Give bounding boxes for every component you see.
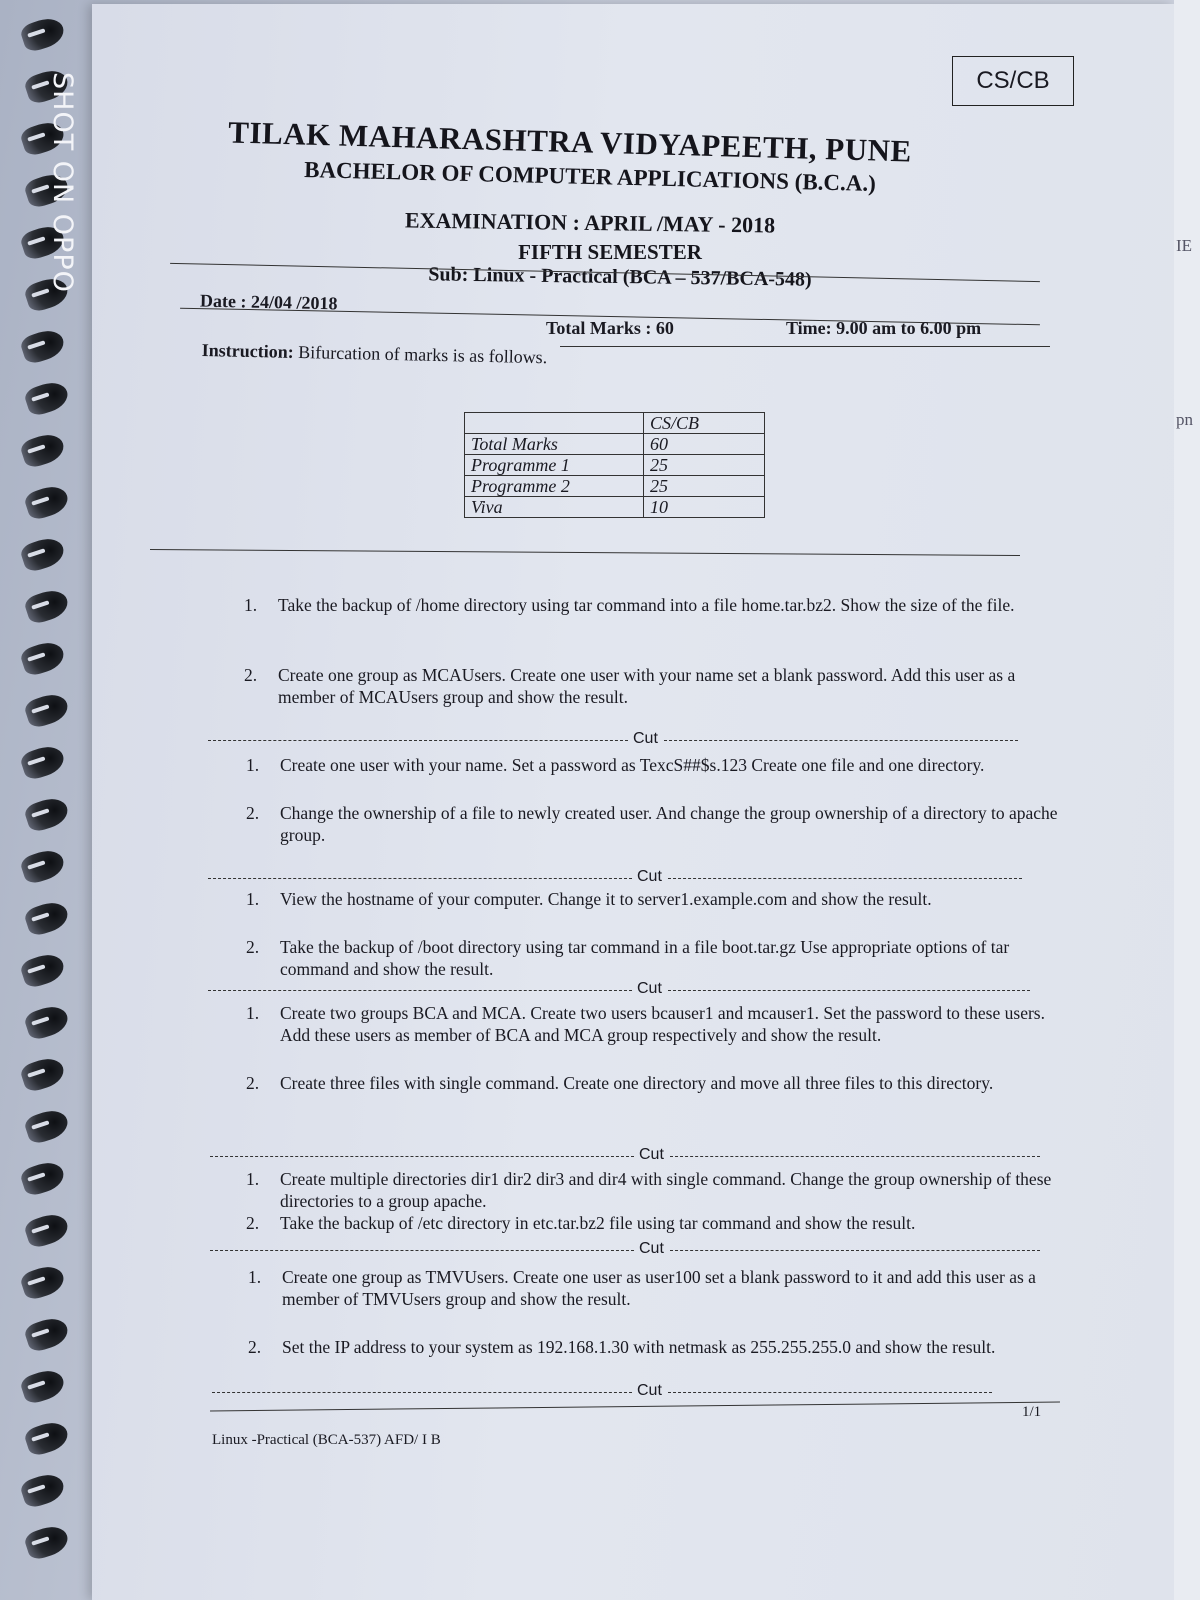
binding-coil (23, 1522, 72, 1562)
table-cell: 25 (644, 455, 765, 476)
table-cell: 10 (644, 497, 765, 518)
question-item (244, 664, 1058, 708)
table-row (465, 476, 765, 497)
question-item (246, 1168, 1060, 1212)
table-cell: Programme 2 (465, 476, 644, 497)
binding-coil (19, 1262, 68, 1302)
question-text: View the hostname of your computer. Change it to server1.example.com and show the result. (280, 889, 932, 909)
exam-date: Date : 24/04 /2018 (199, 290, 338, 314)
cut-line (210, 1146, 1040, 1166)
question-text: Create three files with single command. Create one directory and move all three files to this directory. (280, 1073, 994, 1093)
question-text: Change the ownership of a file to newly created user. And change the group ownership of a directory to apache group. (280, 803, 1058, 845)
cut-line (208, 730, 1018, 750)
binding-coil (19, 846, 68, 886)
question-item (248, 1266, 1062, 1310)
binding-coil (19, 1470, 68, 1510)
question-text: Create one group as TMVUsers. Create one user as user100 set a blank password to it and add this user as a member of TMVUsers group and show the result. (282, 1267, 1036, 1309)
binding-coil (23, 1418, 72, 1458)
binding-coil (23, 794, 72, 834)
binding-coil (19, 1054, 68, 1094)
question-text: Create one group as MCAUsers. Create one user with your name set a blank password. Add this user as a member of MCAUsers group and show the result. (278, 665, 1016, 707)
table-cell: CS/CB (644, 413, 765, 434)
table-cell: Viva (465, 497, 644, 518)
table-cell: Programme 1 (465, 455, 644, 476)
table-cell (465, 413, 644, 434)
binding-coil (23, 1106, 72, 1146)
cut-label: Cut (637, 1382, 662, 1399)
question-number: 1. (246, 755, 260, 775)
binding-coil (19, 430, 68, 470)
question-item (244, 594, 1058, 616)
table-header-row (465, 413, 765, 434)
binding-coil (19, 1158, 68, 1198)
total-marks: Total Marks : 60 (546, 318, 674, 338)
table-row (465, 434, 765, 455)
marks-table (464, 412, 765, 518)
cut-line (212, 1382, 992, 1402)
table-cell: 60 (644, 434, 765, 455)
binding-coil (19, 534, 68, 574)
question-text: Set the IP address to your system as 192.168.1.30 with netmask as 255.255.255.0 and show the result. (282, 1337, 996, 1357)
semester-title: FIFTH SEMESTER (518, 240, 702, 264)
table-cell: 25 (644, 476, 765, 497)
instruction-text: Bifurcation of marks is as follows. (293, 341, 548, 368)
binding-coil (23, 1002, 72, 1042)
binding-coil (19, 1366, 68, 1406)
question-number: 1. (246, 889, 260, 909)
binding-coil (23, 898, 72, 938)
question-number: 2. (246, 937, 260, 957)
question-item (246, 802, 1060, 846)
question-text: Create one user with your name. Set a password as TexcS##$s.123 Create one file and one directory. (280, 755, 985, 775)
question-item (246, 888, 1060, 910)
question-text: Take the backup of /home directory using tar command into a file home.tar.bz2. Show the size of the file. (278, 595, 1015, 615)
question-number: 1. (246, 1003, 260, 1023)
binding-coil (23, 1314, 72, 1354)
question-number: 2. (246, 1213, 260, 1233)
cut-label: Cut (637, 980, 662, 997)
binding-coil (23, 586, 72, 626)
cut-line (210, 1240, 1040, 1260)
cut-line (208, 868, 1022, 888)
edge-page-text-top: IE (1176, 236, 1193, 255)
cut-line (208, 980, 1030, 1000)
question-number: 1. (244, 595, 258, 615)
binding-coil (23, 378, 72, 418)
table-row (465, 455, 765, 476)
question-item (246, 1212, 1060, 1234)
question-number: 2. (244, 665, 258, 685)
question-item (246, 936, 1060, 980)
question-text: Take the backup of /boot directory using tar command in a file boot.tar.gz Use appropriate options of tar command and show the result. (280, 937, 1010, 979)
binding-coil (19, 950, 68, 990)
university-title: TILAK MAHARASHTRA VIDYAPEETH, PUNE (227, 114, 913, 169)
question-item (246, 1072, 1060, 1094)
instruction-label: Instruction: (201, 340, 294, 362)
question-text: Create multiple directories dir1 dir2 dir3 and dir4 with single command. Change the group ownership of these directories to a group apache. (280, 1169, 1052, 1211)
binding-coil (23, 1210, 72, 1250)
question-number: 1. (246, 1169, 260, 1189)
question-text: Take the backup of /etc directory in etc.tar.bz2 file using tar command and show the result. (280, 1213, 916, 1233)
header-rule-bottom (560, 346, 1050, 347)
cut-label: Cut (633, 730, 658, 747)
footer-course-code: Linux -Practical (BCA-537) AFD/ I B (212, 1432, 441, 1448)
question-text: Create two groups BCA and MCA. Create two users bcauser1 and mcauser1. Set the password to these users. Add these users as member of BCA and MCA group respectively and show the result. (280, 1003, 1045, 1045)
question-number: 1. (248, 1267, 262, 1287)
examination-title: EXAMINATION : APRIL /MAY - 2018 (404, 207, 776, 238)
question-item (246, 1002, 1060, 1046)
table-cell: Total Marks (465, 434, 644, 455)
watermark-text: SHOT ON OPPO (47, 72, 78, 293)
cut-label: Cut (639, 1240, 664, 1257)
programme-title: BACHELOR OF COMPUTER APPLICATIONS (B.C.A.) (303, 157, 877, 196)
question-number: 2. (248, 1337, 262, 1357)
question-number: 2. (246, 803, 260, 823)
exam-time: Time: 9.00 am to 6.00 pm (786, 318, 982, 338)
binding-coil (19, 14, 68, 54)
question-number: 2. (246, 1073, 260, 1093)
binding-coil (23, 690, 72, 730)
subject-title: Sub: Linux - Practical (BCA – 537/BCA-548) (428, 263, 812, 291)
edge-page-text-bottom: pn (1176, 410, 1193, 429)
page-number: 1/1 (1022, 1404, 1042, 1420)
paper-code-box: CS/CB (952, 56, 1074, 106)
binding-coil (19, 638, 68, 678)
question-item (248, 1336, 1062, 1358)
question-item (246, 754, 1060, 776)
binding-coil (23, 482, 72, 522)
table-row (465, 497, 765, 518)
cut-label: Cut (639, 1146, 664, 1163)
binding-coil (19, 742, 68, 782)
cut-label: Cut (637, 868, 662, 885)
